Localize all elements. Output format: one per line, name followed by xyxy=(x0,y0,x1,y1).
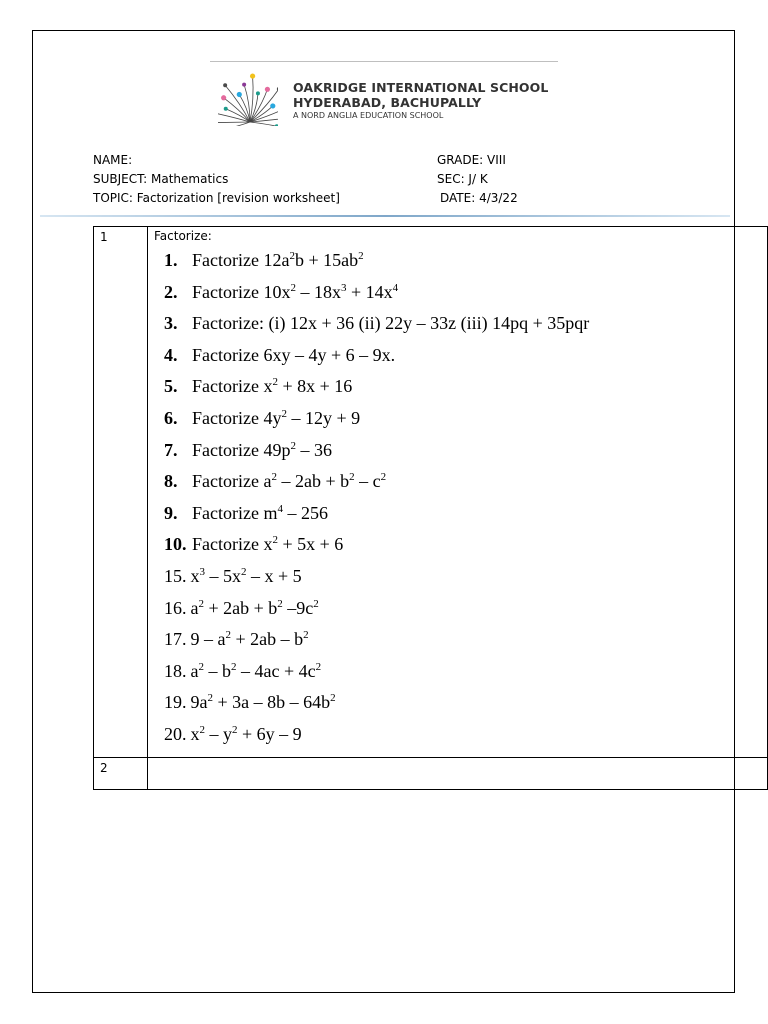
instruction-label: Factorize: xyxy=(154,229,212,243)
row-number: 2 xyxy=(94,758,148,790)
school-logo xyxy=(218,70,278,126)
question-number: 4. xyxy=(164,344,178,365)
question-item xyxy=(164,277,767,309)
question-item xyxy=(164,656,767,688)
question-expression: Factorize: (i) 12x + 36 (ii) 22y – 33z (iii) 14pq + 35pqr xyxy=(192,313,590,334)
question-expression: $a^2 - b^2 - 4ac + 4c^2$ xyxy=(190,660,322,681)
question-number: 15. xyxy=(164,565,187,586)
row-number: 1 xyxy=(94,227,148,758)
logo-dot xyxy=(265,87,270,92)
question-expression: Factorize $10x^2 - 18x^3 + 14x^4$ xyxy=(192,281,399,302)
question-item xyxy=(164,435,767,467)
logo-dot xyxy=(256,91,260,95)
question-expression: Factorize $x^2 + 5x + 6$ xyxy=(192,534,344,555)
header-top-rule xyxy=(210,61,558,62)
school-affiliation: A NORD ANGLIA EDUCATION SCHOOL xyxy=(293,111,444,120)
question-number: 5. xyxy=(164,376,178,397)
table-row xyxy=(94,758,768,790)
header-divider xyxy=(40,215,730,217)
date-field: DATE: 4/3/22 xyxy=(440,191,518,205)
logo-dot xyxy=(270,103,275,108)
question-item xyxy=(164,529,767,561)
logo-dot xyxy=(223,83,227,87)
question-number: 10. xyxy=(164,534,187,555)
question-expression: Factorize $a^2 - 2ab + b^2 - c^2$ xyxy=(192,471,387,492)
question-number: 6. xyxy=(164,407,178,428)
question-number: 17. xyxy=(164,629,187,650)
logo-dot xyxy=(277,87,278,91)
question-expression: $x^3 - 5x^2 - x + 5$ xyxy=(190,565,302,586)
question-expression: Factorize $x^2 + 8x + 16$ xyxy=(192,376,353,397)
question-number: 18. xyxy=(164,660,187,681)
question-expression: $9 - a^2 + 2ab - b^2$ xyxy=(190,629,309,650)
table-row xyxy=(94,227,768,758)
logo-dot xyxy=(221,95,226,100)
question-item xyxy=(164,719,767,751)
question-item xyxy=(164,371,767,403)
header-left xyxy=(93,151,340,208)
question-number: 20. xyxy=(164,723,187,744)
question-expression: $x^2 - y^2 + 6y - 9$ xyxy=(190,723,302,744)
question-number: 19. xyxy=(164,692,187,713)
question-item xyxy=(164,245,767,277)
question-expression: $9a^2 + 3a - 8b - 64b^2$ xyxy=(190,692,336,713)
school-name-block xyxy=(293,80,548,120)
question-expression: Factorize $12a^2b + 15ab^2$ xyxy=(192,250,364,270)
logo-ray xyxy=(239,94,250,122)
school-location: HYDERABAD, BACHUPALLY xyxy=(293,95,482,110)
question-item xyxy=(164,687,767,719)
logo-ray xyxy=(250,122,277,126)
question-number: 1. xyxy=(164,250,178,270)
question-expression: $a^2 + 2ab + b^2$ $-9c^2$ xyxy=(190,597,319,618)
question-number: 7. xyxy=(164,439,178,460)
subject-field: SUBJECT: Mathematics xyxy=(93,172,229,186)
question-item xyxy=(164,308,767,340)
question-expression: Factorize 6xy – 4y + 6 – 9x. xyxy=(192,344,396,365)
logo-dot xyxy=(242,83,246,87)
question-list xyxy=(148,245,767,751)
question-number: 3. xyxy=(164,313,178,334)
question-table xyxy=(93,226,768,790)
topic-field: TOPIC: Factorization [revision worksheet] xyxy=(93,191,340,205)
question-expression: Factorize $m^4 - 256$ xyxy=(192,502,328,523)
logo-dot xyxy=(250,73,255,78)
question-number: 2. xyxy=(164,281,178,302)
question-item xyxy=(164,466,767,498)
question-cell xyxy=(148,227,768,758)
question-item xyxy=(164,624,767,656)
radiating-dots-logo-icon xyxy=(218,70,278,126)
empty-answer-cell xyxy=(148,758,768,790)
question-item xyxy=(164,340,767,372)
logo-dot xyxy=(224,107,228,111)
question-item xyxy=(164,498,767,530)
question-number: 16. xyxy=(164,597,187,618)
logo-dot xyxy=(237,92,242,97)
logo-ray xyxy=(218,122,250,123)
question-item xyxy=(164,403,767,435)
name-field: NAME: xyxy=(93,153,133,167)
question-number: 9. xyxy=(164,502,178,523)
question-expression: Factorize $49p^2 - 36$ xyxy=(192,439,332,460)
question-number: 8. xyxy=(164,471,178,492)
logo-dot xyxy=(275,124,278,126)
question-item xyxy=(164,561,767,593)
question-item xyxy=(164,593,767,625)
header-right xyxy=(437,151,518,208)
school-name: OAKRIDGE INTERNATIONAL SCHOOL xyxy=(293,80,549,95)
question-expression: Factorize $4y^2 - 12y + 9$ xyxy=(192,407,361,428)
grade-field: GRADE: VIII xyxy=(437,153,506,167)
section-field: SEC: J/ K xyxy=(437,172,488,186)
